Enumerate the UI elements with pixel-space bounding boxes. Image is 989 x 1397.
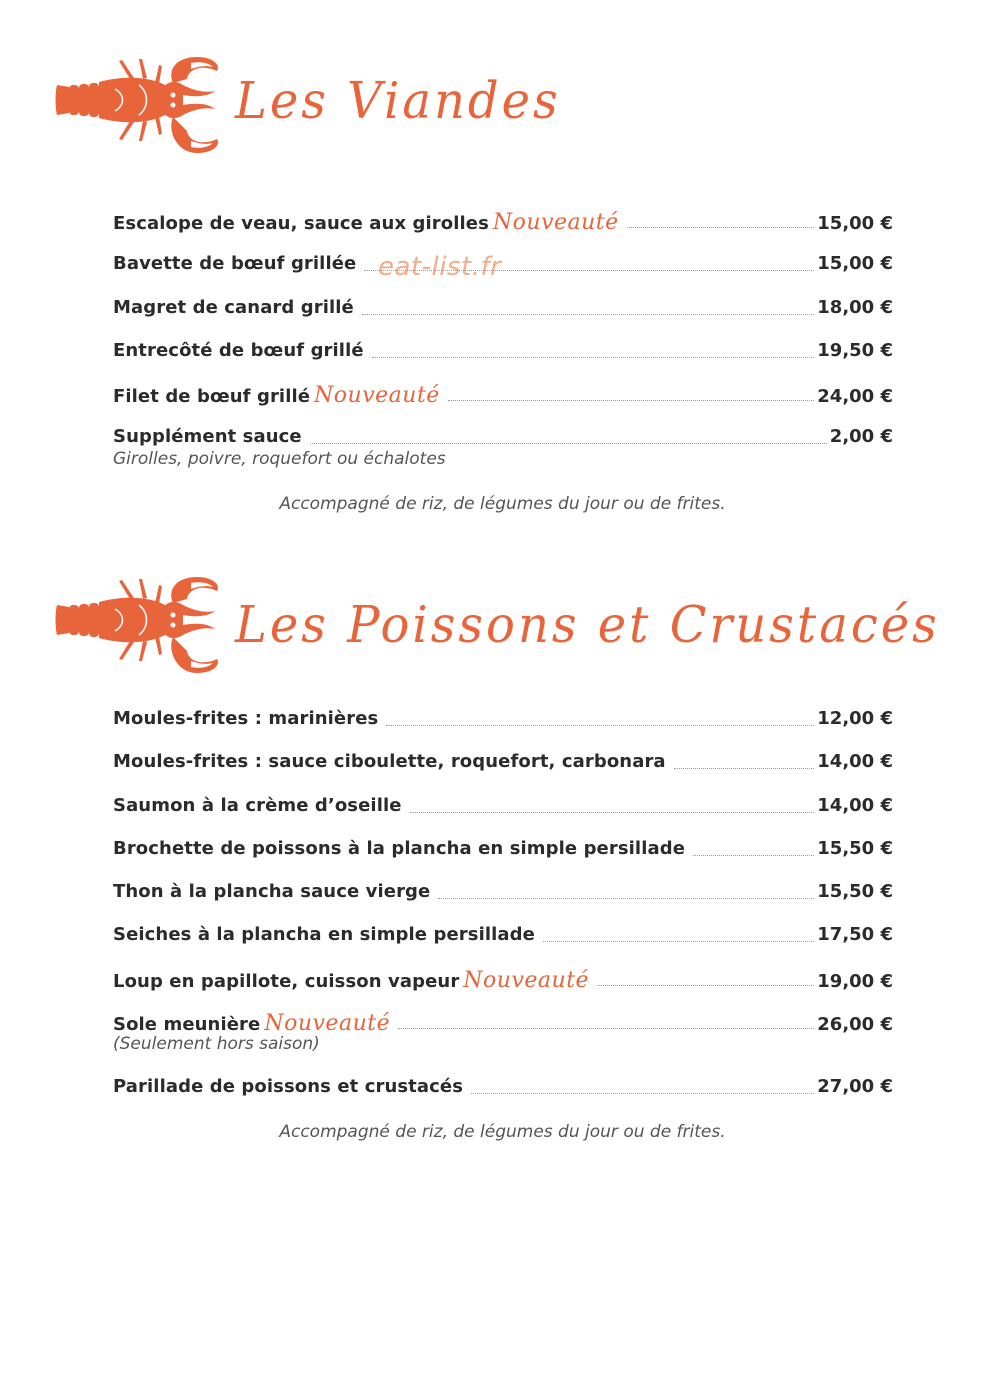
item-price: 15,50 € xyxy=(817,881,893,902)
item-name: Magret de canard grillé xyxy=(113,297,354,318)
item-price: 19,50 € xyxy=(817,340,893,361)
menu-item xyxy=(113,210,893,235)
menu-item xyxy=(113,838,893,860)
leader-dots xyxy=(362,313,814,315)
leader-dots xyxy=(386,724,814,726)
menu-item xyxy=(113,340,893,362)
leader-dots xyxy=(674,767,815,769)
accompaniment-note: Accompagné de riz, de légumes du jour ou de frites. xyxy=(279,1122,726,1142)
item-price: 14,00 € xyxy=(817,751,893,772)
lobster-icon xyxy=(55,575,223,675)
leader-dots xyxy=(364,269,814,271)
leader-dots xyxy=(372,356,815,358)
leader-dots xyxy=(398,1027,814,1029)
menu-item xyxy=(113,751,893,773)
menu-item xyxy=(113,383,893,408)
item-price: 15,00 € xyxy=(817,213,893,234)
watermark-text: eat-list.fr xyxy=(378,252,502,282)
item-name: Filet de bœuf grillé xyxy=(113,386,311,407)
new-badge: Nouveauté xyxy=(463,968,590,993)
leader-dots xyxy=(471,1092,814,1094)
menu-item xyxy=(113,253,893,275)
item-name: Moules-frites : marinières xyxy=(113,708,379,729)
leader-dots xyxy=(310,442,827,444)
menu-item xyxy=(113,297,893,319)
leader-dots xyxy=(448,399,814,401)
item-name: Saumon à la crème d’oseille xyxy=(113,795,402,816)
leader-dots xyxy=(543,940,814,942)
lobster-icon xyxy=(55,55,223,155)
menu-item xyxy=(113,881,893,903)
item-name: Loup en papillote, cuisson vapeur xyxy=(113,971,460,992)
item-price: 12,00 € xyxy=(817,708,893,729)
item-price: 15,00 € xyxy=(817,253,893,274)
item-name: Supplément sauce xyxy=(113,426,302,447)
item-price: 14,00 € xyxy=(817,795,893,816)
new-badge: Nouveauté xyxy=(492,210,619,235)
item-price: 19,00 € xyxy=(817,971,893,992)
leader-dots xyxy=(597,984,814,986)
item-note: Girolles, poivre, roquefort ou échalotes xyxy=(113,449,446,469)
item-name: Moules-frites : sauce ciboulette, roquefort, carbonara xyxy=(113,751,666,772)
leader-dots xyxy=(410,811,815,813)
leader-dots xyxy=(627,226,815,228)
menu-item xyxy=(113,968,893,993)
menu-item xyxy=(113,795,893,817)
new-badge: Nouveauté xyxy=(264,1011,391,1036)
item-price: 2,00 € xyxy=(829,426,893,447)
menu-item xyxy=(113,708,893,730)
item-price: 24,00 € xyxy=(817,386,893,407)
item-name: Sole meunière xyxy=(113,1014,261,1035)
section-title: Les Poissons et Crustacés xyxy=(235,595,940,655)
menu-item xyxy=(113,924,893,946)
menu-item xyxy=(113,426,893,469)
item-note: (Seulement hors saison) xyxy=(113,1034,320,1054)
item-name: Bavette de bœuf grillée xyxy=(113,253,357,274)
menu-item xyxy=(113,1011,893,1054)
item-name: Escalope de veau, sauce aux girolles xyxy=(113,213,489,234)
item-price: 17,50 € xyxy=(817,924,893,945)
item-name: Brochette de poissons à la plancha en simple persillade xyxy=(113,838,686,859)
leader-dots xyxy=(438,897,814,899)
accompaniment-note: Accompagné de riz, de légumes du jour ou de frites. xyxy=(279,494,726,514)
item-price: 27,00 € xyxy=(817,1076,893,1097)
section-title: Les Viandes xyxy=(235,71,561,131)
leader-dots xyxy=(693,854,814,856)
item-name: Parillade de poissons et crustacés xyxy=(113,1076,464,1097)
menu-item xyxy=(113,1076,893,1098)
item-price: 26,00 € xyxy=(817,1014,893,1035)
item-price: 15,50 € xyxy=(817,838,893,859)
item-name: Entrecôté de bœuf grillé xyxy=(113,340,364,361)
item-price: 18,00 € xyxy=(817,297,893,318)
new-badge: Nouveauté xyxy=(314,383,440,408)
item-name: Thon à la plancha sauce vierge xyxy=(113,881,431,902)
item-name: Seiches à la plancha en simple persillade xyxy=(113,924,535,945)
